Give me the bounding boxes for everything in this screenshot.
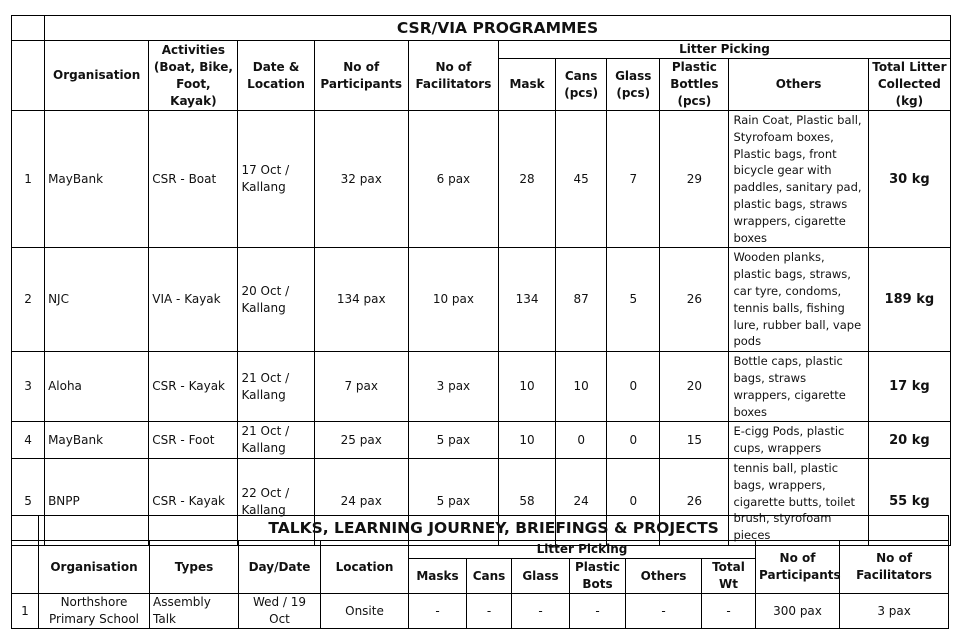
plastic-bots-header: Plastic Bots [570, 559, 626, 594]
organisation-header: Organisation [45, 41, 149, 111]
participants-header: No of Participants [314, 41, 408, 111]
cans-cell: 24 [556, 458, 607, 545]
glass-cell: 7 [607, 111, 660, 248]
types-header: Types [150, 541, 239, 594]
total-wt-cell: - [702, 594, 756, 629]
talks-table [11, 515, 949, 629]
row-index: 1 [12, 594, 39, 629]
glass-cell: 0 [607, 458, 660, 545]
participants-cell: 300 pax [756, 594, 840, 629]
date-location-cell: 22 Oct / Kallang [238, 458, 314, 545]
facilitators-cell: 3 pax [840, 594, 949, 629]
cans-cell: 0 [556, 422, 607, 459]
row-index: 5 [12, 458, 45, 545]
plastic-bots-cell: - [570, 594, 626, 629]
activity-cell: CSR - Boat [149, 111, 238, 248]
organisation-header: Organisation [39, 541, 150, 594]
masks-header: Masks [409, 559, 467, 594]
litter-picking-header: Litter Picking [499, 41, 951, 59]
plastic-bottles-header: Plastic Bottles (pcs) [660, 59, 729, 111]
plastic-bottles-cell: 26 [660, 248, 729, 352]
organisation-cell: Aloha [45, 352, 149, 422]
date-location-cell: 21 Oct / Kallang [238, 352, 314, 422]
plastic-bottles-cell: 15 [660, 422, 729, 459]
glass-header: Glass (pcs) [607, 59, 660, 111]
date-location-cell: 20 Oct / Kallang [238, 248, 314, 352]
date-location-cell: 21 Oct / Kallang [238, 422, 314, 459]
activity-cell: VIA - Kayak [149, 248, 238, 352]
activity-cell: CSR - Kayak [149, 458, 238, 545]
glass-cell: - [512, 594, 570, 629]
day-date-header: Day/Date [239, 541, 321, 594]
mask-cell: 28 [499, 111, 556, 248]
glass-cell: 0 [607, 422, 660, 459]
row-index: 2 [12, 248, 45, 352]
table-row [12, 248, 951, 352]
activity-cell: CSR - Kayak [149, 352, 238, 422]
index-header [12, 541, 39, 594]
organisation-cell: MayBank [45, 422, 149, 459]
glass-cell: 0 [607, 352, 660, 422]
row-index: 1 [12, 111, 45, 248]
others-header: Others [729, 59, 868, 111]
corner-cell [12, 516, 39, 541]
day-date-cell: Wed / 19 Oct [239, 594, 321, 629]
csr-table-title: CSR/VIA PROGRAMMES [45, 16, 951, 41]
glass-cell: 5 [607, 248, 660, 352]
csr-via-table [11, 15, 951, 546]
total-litter-cell: 30 kg [868, 111, 950, 248]
organisation-cell: MayBank [45, 111, 149, 248]
others-cell: Rain Coat, Plastic ball, Styrofoam boxes, Plastic bags, front bicycle gear with paddles, sanitary pad, plastic bags, straws wrappers, cigarette boxes [729, 111, 868, 248]
mask-cell: 10 [499, 352, 556, 422]
others-cell: E-cigg Pods, plastic cups, wrappers [729, 422, 868, 459]
date-location-header: Date & Location [238, 41, 314, 111]
participants-cell: 134 pax [314, 248, 408, 352]
others-cell: Wooden planks, plastic bags, straws, car tyre, condoms, tennis balls, fishing lure, rubber ball, vape pods [729, 248, 868, 352]
date-location-cell: 17 Oct / Kallang [238, 111, 314, 248]
plastic-bottles-cell: 29 [660, 111, 729, 248]
others-cell: Bottle caps, plastic bags, straws wrappers, cigarette boxes [729, 352, 868, 422]
facilitators-cell: 5 pax [408, 458, 498, 545]
others-cell: - [626, 594, 702, 629]
location-header: Location [321, 541, 409, 594]
cans-header: Cans (pcs) [556, 59, 607, 111]
others-header: Others [626, 559, 702, 594]
mask-cell: 10 [499, 422, 556, 459]
facilitators-cell: 3 pax [408, 352, 498, 422]
cans-header: Cans [467, 559, 512, 594]
cans-cell: 87 [556, 248, 607, 352]
activity-cell: CSR - Foot [149, 422, 238, 459]
mask-cell: 58 [499, 458, 556, 545]
participants-cell: 24 pax [314, 458, 408, 545]
table-row [12, 111, 951, 248]
participants-cell: 32 pax [314, 111, 408, 248]
cans-cell: 45 [556, 111, 607, 248]
organisation-cell: BNPP [45, 458, 149, 545]
total-litter-cell: 17 kg [868, 352, 950, 422]
corner-cell [12, 16, 45, 41]
table-row [12, 352, 951, 422]
masks-cell: - [409, 594, 467, 629]
participants-cell: 25 pax [314, 422, 408, 459]
total-wt-header: Total Wt [702, 559, 756, 594]
facilitators-cell: 5 pax [408, 422, 498, 459]
row-index: 4 [12, 422, 45, 459]
facilitators-cell: 6 pax [408, 111, 498, 248]
facilitators-header: No of Facilitators [408, 41, 498, 111]
location-cell: Onsite [321, 594, 409, 629]
glass-header: Glass [512, 559, 570, 594]
facilitators-cell: 10 pax [408, 248, 498, 352]
mask-header: Mask [499, 59, 556, 111]
type-cell: Assembly Talk [150, 594, 239, 629]
total-litter-cell: 189 kg [868, 248, 950, 352]
activities-header: Activities (Boat, Bike, Foot, Kayak) [149, 41, 238, 111]
row-index: 3 [12, 352, 45, 422]
facilitators-header: No of Facilitators [840, 541, 949, 594]
participants-header: No of Participants [756, 541, 840, 594]
organisation-cell: Northshore Primary School [39, 594, 150, 629]
litter-picking-header: Litter Picking [409, 541, 756, 559]
participants-cell: 7 pax [314, 352, 408, 422]
talks-table-title: TALKS, LEARNING JOURNEY, BRIEFINGS & PROJECTS [39, 516, 949, 541]
cans-cell: 10 [556, 352, 607, 422]
total-litter-header: Total Litter Collected (kg) [868, 59, 950, 111]
others-cell: tennis ball, plastic bags, wrappers, cigarette butts, toilet brush, styrofoam pieces [729, 458, 868, 545]
index-header [12, 41, 45, 111]
total-litter-cell: 20 kg [868, 422, 950, 459]
plastic-bottles-cell: 26 [660, 458, 729, 545]
organisation-cell: NJC [45, 248, 149, 352]
mask-cell: 134 [499, 248, 556, 352]
table-row [12, 422, 951, 459]
total-litter-cell: 55 kg [868, 458, 950, 545]
cans-cell: - [467, 594, 512, 629]
table-row [12, 594, 949, 629]
plastic-bottles-cell: 20 [660, 352, 729, 422]
